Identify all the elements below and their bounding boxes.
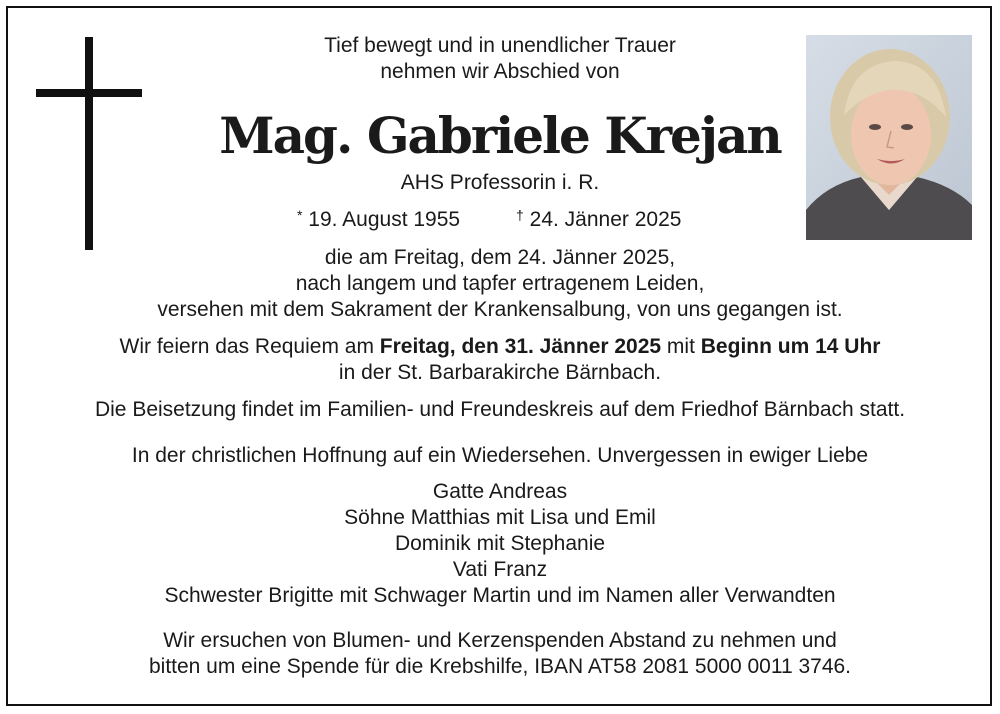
mourner-line: Söhne Matthias mit Lisa und Emil (344, 506, 656, 529)
cross-icon (36, 37, 142, 250)
burial-line: Die Beisetzung findet im Familien- und Freundeskreis auf dem Friedhof Bärnbach statt. (94, 398, 906, 421)
requiem-date: Freitag, den 31. Jänner 2025 (379, 335, 662, 358)
intro-line-2: nehmen wir Abschied von (380, 60, 620, 83)
passing-line-3: versehen mit dem Sakrament der Krankensalbung, von uns gegangen ist. (157, 298, 843, 321)
death-date: 24. Jänner 2025 (529, 208, 682, 231)
deceased-name: Mag. Gabriele Krejan (219, 106, 781, 165)
passing-line-1: die am Freitag, dem 24. Jänner 2025, (324, 246, 676, 269)
mourner-line: Schwester Brigitte mit Schwager Martin und im Namen aller Verwandten (164, 584, 836, 607)
mourner-line: Dominik mit Stephanie (394, 532, 606, 555)
donation-line-2: bitten um eine Spende für die Krebshilfe, IBAN AT58 2081 5000 0011 3746. (148, 655, 852, 678)
death-date-line (516, 202, 681, 233)
requiem-line-1: Wir feiern das Requiem am Freitag, den 31. Jänner 2025 mit Beginn um 14 Uhr (119, 335, 881, 358)
hope-line: In der christlichen Hoffnung auf ein Wiedersehen. Unvergessen in ewiger Liebe (131, 444, 869, 467)
portrait-photo (806, 35, 972, 240)
requiem-line-2: in der St. Barbarakirche Bärnbach. (338, 361, 662, 384)
requiem-time: Beginn um 14 Uhr (700, 335, 881, 358)
mourner-line: Gatte Andreas (432, 480, 568, 503)
intro-line-1: Tief bewegt und in unendlicher Trauer (324, 34, 676, 57)
donation-line-1: Wir ersuchen von Blumen- und Kerzenspenden Abstand zu nehmen und (163, 629, 837, 652)
birth-date: 19. August 1955 (308, 208, 461, 231)
birth-symbol: * (297, 207, 303, 223)
death-symbol: † (516, 207, 524, 223)
passing-line-2: nach langem und tapfer ertragenem Leiden, (295, 272, 705, 295)
professional-title: AHS Professorin i. R. (400, 171, 600, 194)
mourner-line: Vati Franz (452, 558, 548, 581)
birth-date-line (297, 202, 460, 233)
